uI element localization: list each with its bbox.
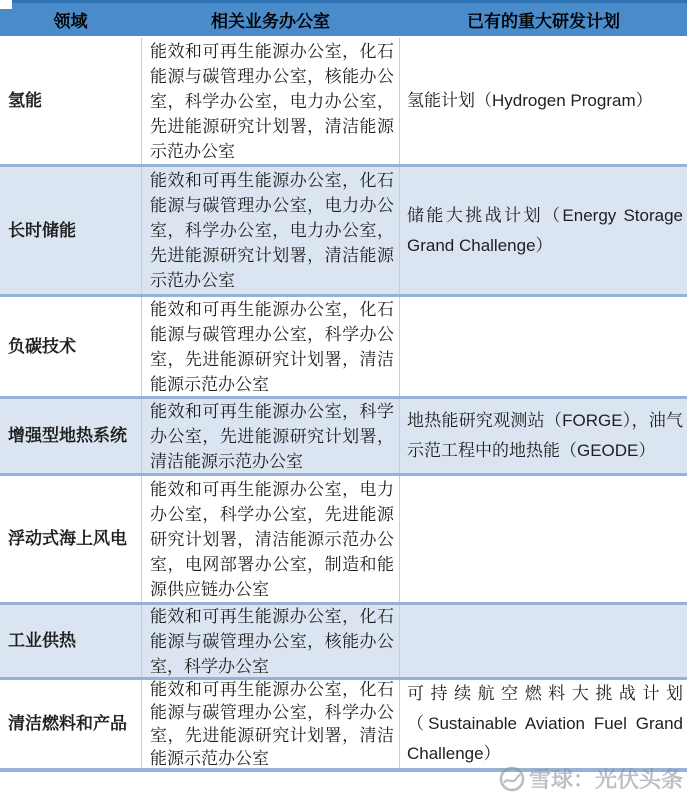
offices-text: 能效和可再生能源办公室，化石能源与碳管理办公室，电力办公室，科学办公室，电力办公室，先进能源研究计划署，清洁能源示范办公室: [150, 171, 394, 290]
programs-cell: [400, 297, 687, 396]
field-cell: [0, 297, 141, 396]
programs-cell: [400, 38, 687, 164]
field-label: 负碳技术: [8, 336, 76, 356]
programs-text: 地热能研究观测站（FORGE），油气示范工程中的地热能（GEODE）: [407, 411, 683, 460]
field-label: 长时储能: [8, 220, 76, 240]
field-cell: [0, 605, 141, 677]
programs-cell: [400, 167, 687, 294]
field-cell: [0, 38, 141, 164]
field-cell: [0, 680, 141, 768]
field-label: 工业供热: [8, 631, 76, 650]
field-label: 清洁燃料和产品: [8, 714, 127, 733]
table-header-row: [0, 3, 687, 38]
table-row: [0, 297, 687, 399]
offices-cell: [141, 297, 400, 396]
header-field: 领域: [53, 12, 88, 31]
field-cell: [0, 167, 141, 294]
programs-cell: [400, 605, 687, 677]
programs-cell: [400, 399, 687, 473]
offices-cell: [141, 167, 400, 294]
offices-text: 能效和可再生能源办公室，化石能源与碳管理办公室，核能办公室，科学办公室，电力办公室，先进能源研究计划署，清洁能源示范办公室: [150, 41, 394, 161]
offices-text: 能效和可再生能源办公室，化石能源与碳管理办公室，科学办公室，先进能源研究计划署，清洁能源示范办公室: [150, 680, 394, 768]
header-corner-artifact: [0, 0, 12, 9]
programs-cell: [400, 476, 687, 602]
field-label: 浮动式海上风电: [8, 529, 127, 548]
table-row: [0, 167, 687, 297]
offices-cell: [141, 605, 400, 677]
programs-text: 氢能计划（Hydrogen Program）: [407, 91, 653, 110]
offices-text: 能效和可再生能源办公室，电力办公室，科学办公室，先进能源研究计划署，清洁能源示范办公室，电网部署办公室，制造和能源供应链办公室: [150, 479, 394, 599]
header-programs: 已有的重大研发计划: [467, 12, 620, 31]
offices-text: 能效和可再生能源办公室，化石能源与碳管理办公室，科学办公室，先进能源研究计划署，清洁能源示范办公室: [150, 299, 394, 394]
field-cell: [0, 476, 141, 602]
offices-cell: [141, 399, 400, 473]
table-row: [0, 680, 687, 772]
field-label: 氢能: [8, 91, 42, 110]
table-row: [0, 399, 687, 476]
table-row: [0, 605, 687, 680]
table-row: [0, 476, 687, 605]
programs-cell: [400, 680, 687, 768]
programs-text: 储能大挑战计划（Energy Storage Grand Challenge）: [407, 205, 683, 255]
header-offices: 相关业务办公室: [211, 12, 330, 31]
offices-text: 能效和可再生能源办公室，化石能源与碳管理办公室，核能办公室，科学办公室: [150, 606, 394, 676]
watermark-text: 雪球：光伏头条: [528, 767, 683, 792]
programs-text: 可持续航空燃料大挑战计划（Sustainable Aviation Fuel Grand Challenge）: [407, 684, 683, 763]
offices-cell: [141, 680, 400, 768]
field-cell: [0, 399, 141, 473]
field-label: 增强型地热系统: [8, 426, 127, 445]
table-row: [0, 38, 687, 167]
offices-cell: [141, 38, 400, 164]
offices-text: 能效和可再生能源办公室，科学办公室，先进能源研究计划署，清洁能源示范办公室: [150, 401, 394, 471]
offices-cell: [141, 476, 400, 602]
